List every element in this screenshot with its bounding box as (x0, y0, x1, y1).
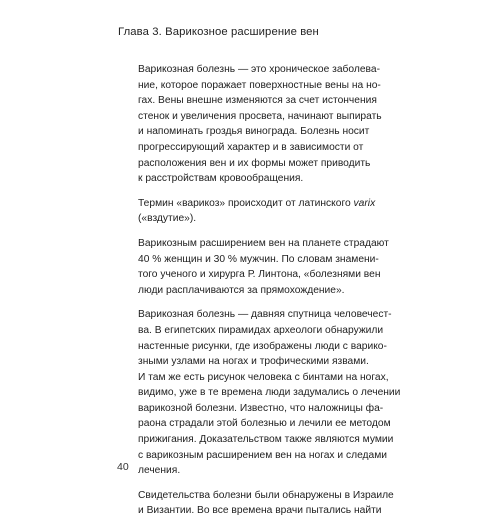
text-line: Варикозным расширением вен на планете страдают (138, 237, 389, 249)
text-line: настенные рисунки, где изображены люди с варико- (138, 340, 387, 352)
text-line: к расстройствам кровообращения. (138, 173, 304, 185)
text-line: («вздутие»). (138, 213, 197, 225)
text-line: люди расплачиваются за прямохождение». (138, 284, 345, 296)
latin-term: varix (353, 197, 376, 209)
body-text (138, 62, 443, 528)
text-line: Варикозная болезнь — давняя спутница человечест- (138, 309, 392, 321)
paragraph-5 (138, 488, 443, 519)
text-line: и напоминать гроздья винограда. Болезнь носит (138, 126, 370, 138)
text-line: видимо, уже в те времена люди задумались о лечении (138, 387, 401, 399)
text-line: Варикозная болезнь — это хроническое заболева- (138, 64, 380, 75)
text-line: прижигания. Доказательством также являются мумии (138, 434, 394, 446)
text-line: раона страдали этой болезнью и лечили ее методом (138, 418, 391, 430)
page-number: 40 (117, 461, 129, 473)
text-line: гах. Вены внешне изменяются за счет истончения (138, 95, 377, 107)
text-line: Свидетельства болезни были обнаружены в Израиле (138, 489, 394, 501)
text-line (138, 196, 443, 212)
text-line: того ученого и хирурга Р. Линтона, «болезнями вен (138, 269, 381, 281)
running-header: Глава 3. Варикозное расширение вен (118, 26, 319, 38)
paragraph-3 (138, 236, 443, 298)
text-segment: Термин «варикоз» происходит от латинского (138, 197, 354, 209)
text-line: стенок и увеличения просвета, начинают выпирать (138, 110, 382, 122)
text-line: и Византии. Во все времена врачи пытались найти (138, 505, 382, 517)
text-line: ва. В египетских пирамидах археологи обнаружили (138, 324, 384, 336)
text-line: варикозной болезни. Известно, что наложницы фа- (138, 402, 384, 414)
paragraph-2 (138, 196, 443, 227)
text-line: 40 % женщин и 30 % мужчин. По словам знамени- (138, 253, 379, 265)
text-line: расположения вен и их формы может приводить (138, 157, 371, 169)
paragraph-1 (138, 62, 443, 187)
text-line: лечения. (138, 465, 181, 477)
text-line: прогрессирующий характер и в зависимости от (138, 141, 364, 153)
text-line: с варикозным расширением вен на ногах и следами (138, 449, 387, 461)
paragraph-4 (138, 307, 443, 479)
text-line: зными узлами на ногах и трофическими язвами. (138, 356, 369, 368)
text-line: И там же есть рисунок человека с бинтами на ногах, (138, 371, 389, 383)
text-line: ние, которое поражает поверхностные вены на но- (138, 79, 381, 91)
